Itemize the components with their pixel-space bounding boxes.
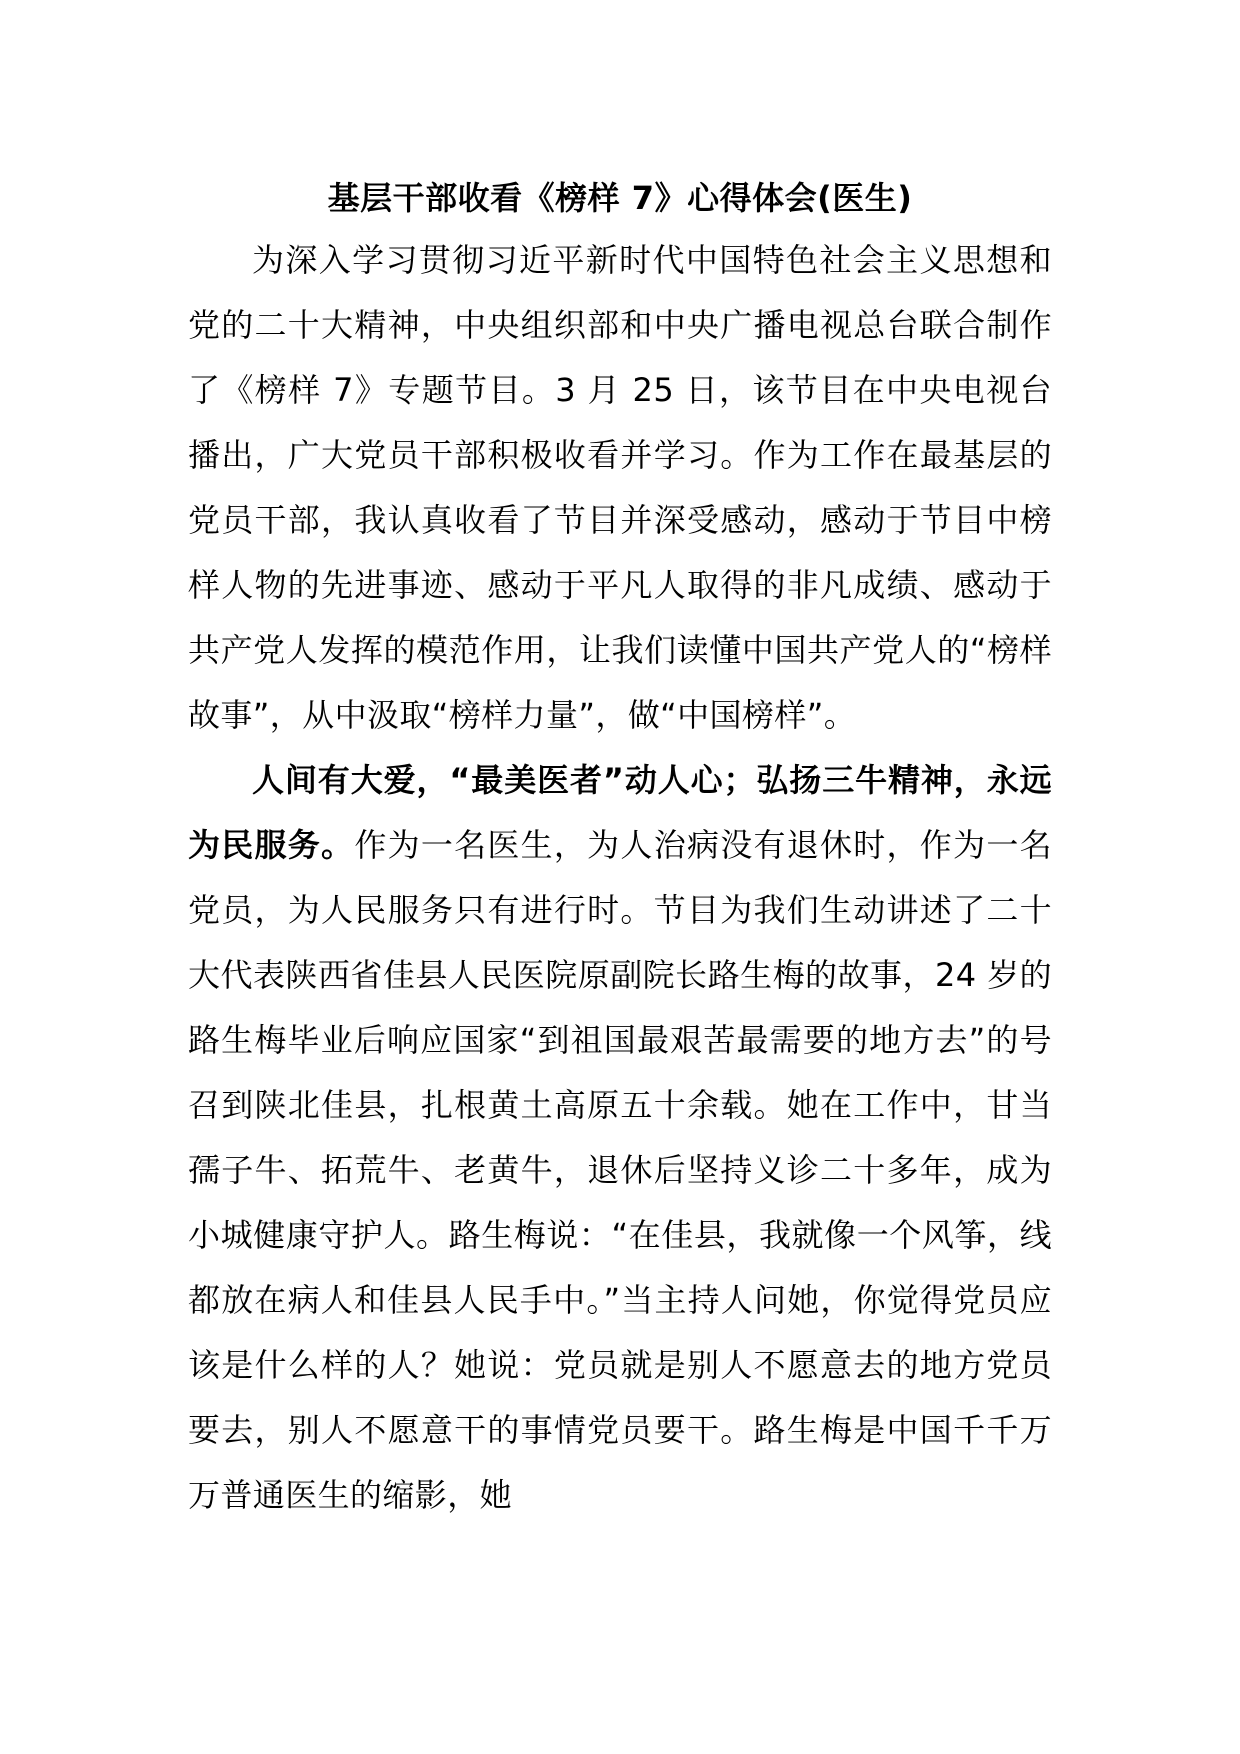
paragraph-doctor-story (188, 748, 1052, 1528)
document-title: 基层干部收看《榜样 7》心得体会(医生) (327, 179, 913, 217)
paragraph-intro (188, 228, 1052, 748)
paragraph-intro-text: 为深入学习贯彻习近平新时代中国特色社会主义思想和党的二十大精神，中央组织部和中央广播电视总台联合制作了《榜样 7》专题节目。3 月 25 日，该节目在中央电视台播出，广大党员干部积极收看并学习。作为工作在最基层的党员干部，我认真收看了节目并深受感动，感动于节目中榜样人物的先进事迹、感动于平凡人取得的非凡成绩、感动于共产党人发挥的模范作用，让我们读懂中国共产党人的“榜样故事”，从中汲取“榜样力量”，做“中国榜样”。 (188, 241, 1052, 734)
paragraph-doctor-story-text: 作为一名医生，为人治病没有退休时，作为一名党员，为人民服务只有进行时。节目为我们生动讲述了二十大代表陕西省佳县人民医院原副院长路生梅的故事，24 岁的路生梅毕业后响应国家“到祖国最艰苦最需要的地方去”的号召到陕北佳县，扎根黄土高原五十余载。她在工作中，甘当孺子牛、拓荒牛、老黄牛，退休后坚持义诊二十多年，成为小城健康守护人。路生梅说：“在佳县，我就像一个风筝，线都放在病人和佳县人民手中。”当主持人问她，你觉得党员应该是什么样的人？她说：党员就是别人不愿意去的地方党员要去，别人不愿意干的事情党员要干。路生梅是中国千千万万普通医生的缩影，她 (188, 826, 1052, 1514)
paragraph-lead-heading: 人间有大爱，“最美医者”动人心；弘扬三牛精神，永远为民服务。 (188, 761, 1052, 864)
document-body (188, 228, 1052, 1528)
